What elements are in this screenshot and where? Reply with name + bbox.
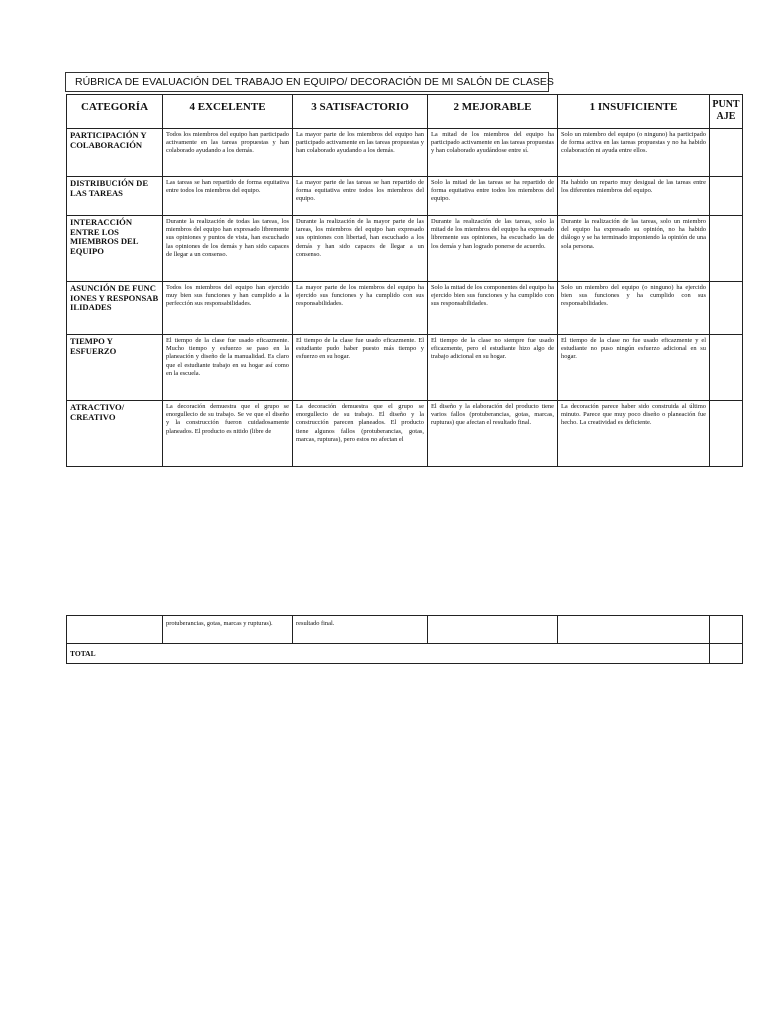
table-row bbox=[67, 282, 743, 335]
header-row bbox=[67, 95, 743, 129]
header-insuficiente: 1 INSUFICIENTE bbox=[558, 95, 710, 129]
row-cell: La decoración parece haber sido construida al último minuto. Parece que muy poco diseño o planeación fue hecho. La creatividad es deficiente. bbox=[558, 401, 710, 467]
row-cell: Todos los miembros del equipo han participado activamente en las tareas propuestas y han colaborado ayudando a los demás. bbox=[163, 129, 293, 177]
row-cell: Ha habido un reparto muy desigual de las tareas entre los diferentes miembros del equipo. bbox=[558, 177, 710, 216]
row-cell bbox=[428, 616, 558, 644]
total-label: TOTAL bbox=[67, 644, 710, 664]
row-cell: Durante la realización de las tareas, solo un miembro del equipo ha expresado su opinión, no ha habido diálogo y se ha terminado imponiendo la opinión de una sola persona. bbox=[558, 216, 710, 282]
row-cell: resultado final. bbox=[293, 616, 428, 644]
table-row bbox=[67, 129, 743, 177]
row-cell: El tiempo de la clase no fue usado eficazmente y el estudiante no puso ningún esfuerzo adicional en su hogar. bbox=[558, 335, 710, 401]
row-cell: Todos los miembros del equipo han ejercido muy bien sus funciones y han cumplido a la perfección sus responsabilidades. bbox=[163, 282, 293, 335]
row-cell: El tiempo de la clase fue usado eficazmente. Mucho tiempo y esfuerzo se paso en la planeación y diseño de la manualidad. Es claro que el estudiante trabajo en su hogar así como en la escuela. bbox=[163, 335, 293, 401]
row-category: TIEMPO Y ESFUERZO bbox=[67, 335, 163, 401]
score-cell bbox=[710, 616, 743, 644]
table-row bbox=[67, 335, 743, 401]
row-cell: La mayor parte de los miembros del equipo ha ejercido sus funciones y ha cumplido con sus responsabilidades. bbox=[293, 282, 428, 335]
score-cell bbox=[710, 282, 743, 335]
row-category: ASUNCIÓN DE FUNCIONES Y RESPONSABILIDADES bbox=[67, 282, 163, 335]
row-cell: protuberancias, gotas, marcas y rupturas). bbox=[163, 616, 293, 644]
score-cell bbox=[710, 129, 743, 177]
table-row bbox=[67, 216, 743, 282]
row-cell: El tiempo de la clase fue usado eficazmente. El estudiante pudo haber puesto más tiempo y esfuerzo en su hogar. bbox=[293, 335, 428, 401]
row-cell: Durante la realización de las tareas, solo la mitad de los miembros del equipo ha expresado libremente sus opiniones, ha escuchado las de los demás y han logrado ponerse de acuerdo. bbox=[428, 216, 558, 282]
row-cell: La decoración demuestra que el grupo se enorgullecio de su trabajo. Se ve que el diseño y la construcción fueron cuidadosamente planeados. El producto es nitido (libre de bbox=[163, 401, 293, 467]
rubric-table bbox=[66, 94, 743, 467]
row-cell: Durante la realización de la mayor parte de las tareas, los miembros del equipo han expresado sus opiniones con libertad, han escuchado a los demás y han sido capaces de llegar a un consenso. bbox=[293, 216, 428, 282]
header-satisfactorio: 3 SATISFACTORIO bbox=[293, 95, 428, 129]
row-category bbox=[67, 616, 163, 644]
row-cell: Durante la realización de todas las tareas, los miembros del equipo han expresado libremente sus opiniones y puntos de vista, han escuchado las opiniones de los demás y han sido capaces de llegar a un consenso. bbox=[163, 216, 293, 282]
score-cell bbox=[710, 177, 743, 216]
score-cell bbox=[710, 401, 743, 467]
rubric-table-continuation bbox=[66, 615, 743, 664]
header-puntaje: PUNTAJE bbox=[710, 95, 743, 129]
header-categoria: CATEGORÍA bbox=[67, 95, 163, 129]
score-cell bbox=[710, 216, 743, 282]
row-cell: La mitad de los miembros del equipo ha participado activamente en las tareas propuestas y han colaborado ayudándose entre sí. bbox=[428, 129, 558, 177]
header-excelente: 4 EXCELENTE bbox=[163, 95, 293, 129]
total-row bbox=[67, 644, 743, 664]
row-cell: La mayor parte de las tareas se han repartido de forma equitativa entre todos los miembros del equipo. bbox=[293, 177, 428, 216]
row-cell: Solo un miembro del equipo (o ninguno) ha participado de forma activa en las tareas propuestas y no ha habido colaboración ni ayuda entre ellos. bbox=[558, 129, 710, 177]
row-cell: Solo la mitad de los componentes del equipo ha ejercido bien sus funciones y ha cumplido con sus responsabilidades. bbox=[428, 282, 558, 335]
row-cell: Las tareas se han repartido de forma equitativa entre todos los miembros del equipo. bbox=[163, 177, 293, 216]
row-cell bbox=[558, 616, 710, 644]
total-score-cell bbox=[710, 644, 743, 664]
row-category: ATRACTIVO/ CREATIVO bbox=[67, 401, 163, 467]
row-cell: El diseño y la elaboración del producto tiene varios fallos (protuberancias, gotas, marcas, rupturas) que afectan el resultado final. bbox=[428, 401, 558, 467]
row-category: PARTICIPACIÓN Y COLABORACIÓN bbox=[67, 129, 163, 177]
row-cell: La mayor parte de los miembros del equipo han participado activamente en las tareas propuestas y han colaborado ayudando a los demás. bbox=[293, 129, 428, 177]
row-cell: El tiempo de la clase no siempre fue usado eficazmente, pero el estudiante hizo algo de trabajo adicional en su hogar. bbox=[428, 335, 558, 401]
table-row bbox=[67, 401, 743, 467]
row-cell: Solo la mitad de las tareas se ha repartido de forma equitativa entre todos los miembros del equipo. bbox=[428, 177, 558, 216]
table-row bbox=[67, 177, 743, 216]
row-category: DISTRIBUCIÓN DE LAS TAREAS bbox=[67, 177, 163, 216]
score-cell bbox=[710, 335, 743, 401]
row-category: INTERACCIÓN ENTRE LOS MIEMBROS DEL EQUIPO bbox=[67, 216, 163, 282]
row-cell: La decoración demuestra que el grupo se enorgullecio de su trabajo. El diseño y la construcción parecen planeados. El producto tiene algunos fallos (protuberancias, gotas, marcas, rupturas), pero estos no afectan el bbox=[293, 401, 428, 467]
header-mejorable: 2 MEJORABLE bbox=[428, 95, 558, 129]
document-title: RÚBRICA DE EVALUACIÓN DEL TRABAJO EN EQUIPO/ DECORACIÓN DE MI SALÓN DE CLASES bbox=[65, 72, 549, 92]
table-row bbox=[67, 616, 743, 644]
row-cell: Solo un miembro del equipo (o ninguno) ha ejercido bien sus funciones y ha cumplido con sus responsabilidades. bbox=[558, 282, 710, 335]
